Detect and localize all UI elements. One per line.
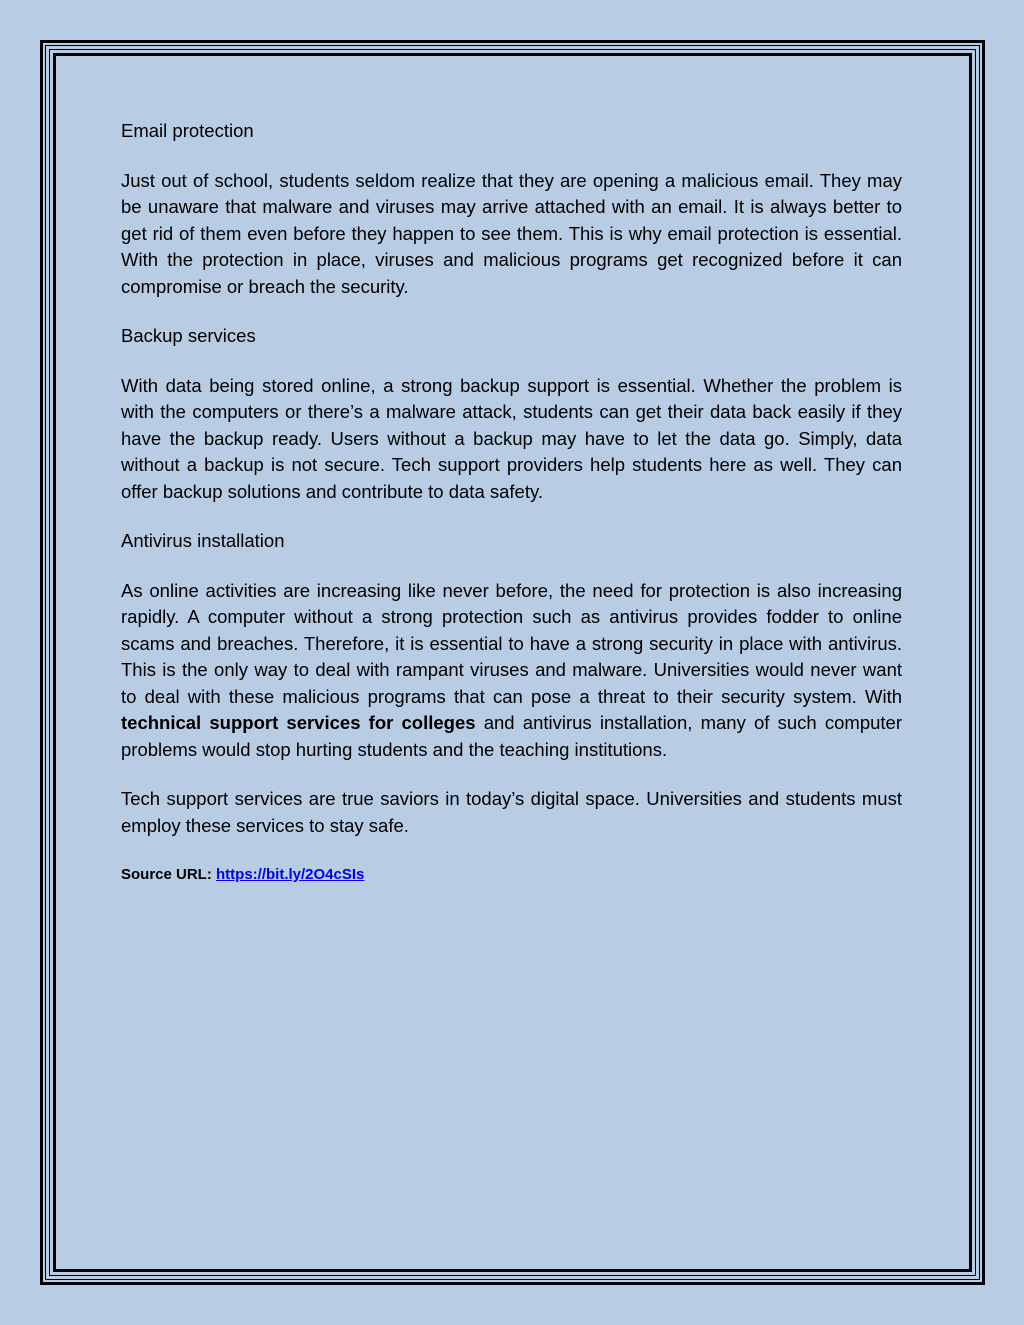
heading-antivirus-installation: Antivirus installation: [121, 530, 285, 551]
heading-email-protection: Email protection: [121, 120, 254, 141]
antivirus-text-after: and antivirus installation, many of such computer problems would stop hurting students and the teaching institutions.: [121, 712, 902, 760]
bold-keyword-link-text: technical support services for colleges: [121, 712, 476, 733]
heading-backup-services: Backup services: [121, 325, 256, 346]
antivirus-text-before: As online activities are increasing like never before, the need for protection is also increasing rapidly. A computer without a strong protection such as antivirus provides fodder to online scams and breaches. Therefore, it is essential to have a strong security in place with antivirus. This is the only way to deal with rampant viruses and malware. Universities would never want to deal with these malicious programs that can pose a threat to their security system. With: [121, 579, 902, 707]
paragraph-backup-services: With data being stored online, a strong backup support is essential. Whether the problem is with the computers or there’s a malware attack, students can get their data back easily if they have the backup ready. Users without a backup may have to let the data go. Simply, data without a backup is not secure. Tech support providers help students here as well. They can offer backup solutions and contribute to data safety.: [121, 374, 902, 502]
document-content: [121, 118, 902, 889]
source-label: Source URL:: [121, 866, 212, 883]
paragraph-email-protection: Just out of school, students seldom realize that they are opening a malicious email. They may be unaware that malware and viruses may arrive attached with an email. It is always better to get rid of them even before they happen to see them. This is why email protection is essential. With the protection in place, viruses and malicious programs get recognized before it can compromise or breach the security.: [121, 169, 902, 297]
source-link[interactable]: https://bit.ly/2O4cSIs: [216, 866, 365, 883]
paragraph-closing: Tech support services are true saviors in today’s digital space. Universities and students must employ these services to stay safe.: [121, 788, 902, 836]
source-line: [121, 862, 902, 889]
paragraph-antivirus-installation: [121, 578, 902, 764]
